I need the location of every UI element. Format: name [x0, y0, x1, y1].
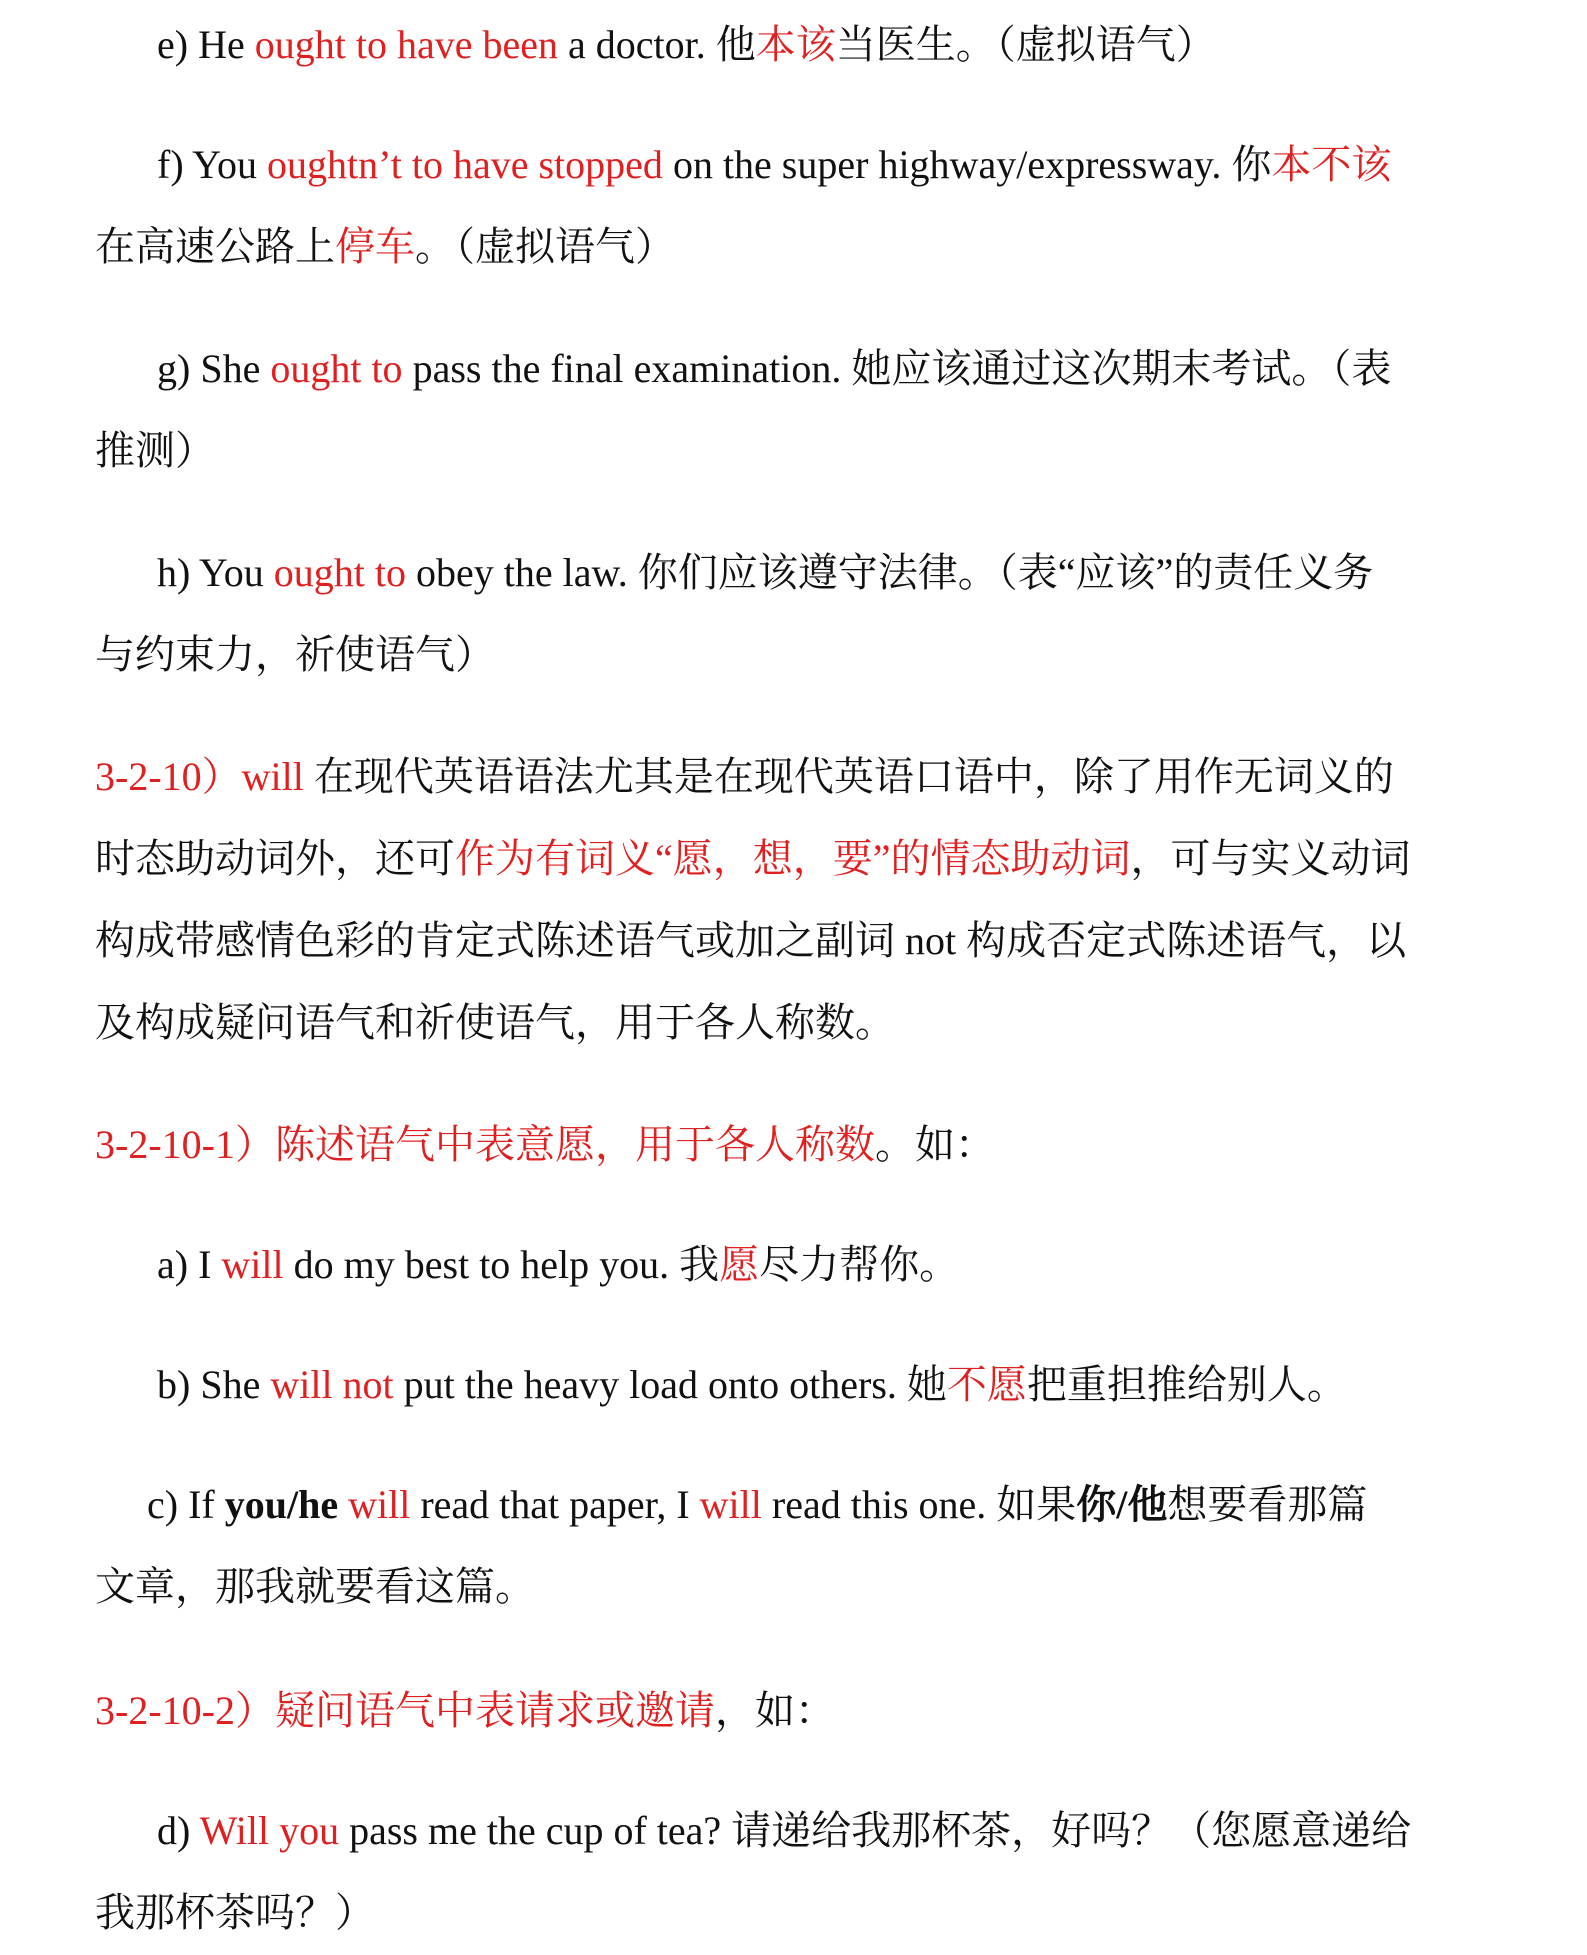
text-segment: 。如：: [874, 1122, 995, 1167]
section-3-2-10-2-line-1: [95, 1670, 1495, 1752]
section-3-2-10-line-4: [95, 982, 1495, 1064]
text-segment: 推测）: [95, 428, 215, 473]
highlight-text: 不愿: [946, 1362, 1027, 1407]
text-segment: 与约束力，祈使语气）: [95, 632, 495, 677]
section-3-2-10-line-3: [95, 900, 1495, 982]
highlight-text: 愿: [719, 1242, 760, 1287]
example-e: [95, 4, 1495, 86]
example-e-line-1: [95, 4, 1495, 86]
text-segment: do my best to help you. 我: [283, 1242, 720, 1287]
text-segment: d): [157, 1808, 200, 1853]
highlight-text: will: [699, 1482, 762, 1527]
highlight-text: will: [348, 1482, 411, 1527]
text-segment: a) I: [157, 1242, 222, 1287]
text-segment: read that paper, I: [410, 1482, 700, 1527]
text-segment: ，可与实义动词: [1130, 836, 1411, 881]
text-segment: 把重担推给别人。: [1026, 1362, 1347, 1407]
example-c-line-1: [95, 1464, 1495, 1546]
example-b-line-1: [95, 1344, 1495, 1426]
highlight-text: 本该: [755, 22, 836, 67]
text-segment: 在现代英语语法尤其是在现代英语口语中，除了用作无词义的: [303, 754, 1394, 799]
text-segment: f) You: [157, 142, 268, 187]
text-segment: 。（虚拟语气）: [415, 224, 675, 269]
example-a-line-1: [95, 1224, 1495, 1306]
example-f-line-1: [95, 124, 1495, 206]
text-segment: e) He: [157, 22, 255, 67]
highlight-text: ought to have been: [254, 22, 558, 67]
text-segment: 想要看那篇: [1167, 1482, 1368, 1527]
text-segment: pass the final examination. 她应该通过这次期末考试。（表: [402, 346, 1392, 391]
text-segment: a doctor. 他: [557, 22, 756, 67]
text-segment: 构成带感情色彩的肯定式陈述语气或加之副词 not 构成否定式陈述语气，以: [95, 918, 1407, 963]
text-segment: put the heavy load onto others. 她: [393, 1362, 947, 1407]
example-g-line-1: [95, 328, 1495, 410]
highlight-text: 作为有词义“愿，想，要”的情态助动词: [455, 836, 1131, 881]
text-segment: 时态助动词外，还可: [95, 836, 455, 881]
example-d-line-1: [95, 1790, 1495, 1872]
example-g-line-2: [33, 410, 1495, 492]
example-d-line-2: [33, 1872, 1495, 1954]
section-heading: 3-2-10-1）陈述语气中表意愿，用于各人称数: [95, 1122, 875, 1167]
text-segment: c) If: [147, 1482, 225, 1527]
example-c-line-2: [43, 1546, 1495, 1628]
example-a: [95, 1224, 1495, 1306]
text-segment: obey the law. 你们应该遵守法律。（表“应该”的责任义务: [405, 550, 1374, 595]
text-segment: 尽力帮你。: [759, 1242, 960, 1287]
section-3-2-10-line-2: [95, 818, 1495, 900]
text-segment: b) She: [157, 1362, 271, 1407]
text-segment: 文章，那我就要看这篇。: [95, 1564, 535, 1609]
example-h-line-2: [33, 614, 1495, 696]
text-segment: [338, 1482, 348, 1527]
highlight-text: ought to: [270, 346, 403, 391]
text-segment: 及构成疑问语气和祈使语气，用于各人称数。: [95, 1000, 895, 1045]
example-h: [95, 532, 1495, 696]
highlight-text: Will you: [199, 1808, 340, 1853]
bold-text: 你/他: [1076, 1482, 1168, 1527]
section-3-2-10-1-line-1: [95, 1104, 1495, 1186]
text-segment: read this one. 如果: [761, 1482, 1077, 1527]
section-heading: 3-2-10）will: [95, 754, 304, 799]
example-f: [95, 124, 1495, 288]
highlight-text: will not: [270, 1362, 394, 1407]
text-segment: ，如：: [714, 1688, 835, 1733]
section-3-2-10-1: [95, 1104, 1495, 1186]
highlight-text: 本不该: [1271, 142, 1392, 187]
example-g: [95, 328, 1495, 492]
text-segment: on the super highway/expressway. 你: [662, 142, 1272, 187]
example-c: [95, 1464, 1495, 1628]
example-f-line-2: [33, 206, 1495, 288]
highlight-text: will: [221, 1242, 284, 1287]
highlight-text: ought to: [273, 550, 406, 595]
section-3-2-10-line-1: [95, 736, 1495, 818]
bold-text: you/he: [224, 1482, 339, 1527]
highlight-text: oughtn’t to have stopped: [267, 142, 663, 187]
text-segment: pass me the cup of tea? 请递给我那杯茶，好吗？（您愿意递给: [339, 1808, 1412, 1853]
example-h-line-1: [95, 532, 1495, 614]
text-segment: g) She: [157, 346, 271, 391]
example-b: [95, 1344, 1495, 1426]
section-3-2-10-2: [95, 1670, 1495, 1752]
highlight-text: 停车: [335, 224, 415, 269]
section-3-2-10: [95, 736, 1495, 1064]
text-segment: 我那杯茶吗？）: [95, 1890, 375, 1935]
text-segment: h) You: [157, 550, 274, 595]
section-heading: 3-2-10-2）疑问语气中表请求或邀请: [95, 1688, 715, 1733]
text-segment: 在高速公路上: [95, 224, 335, 269]
example-d: [95, 1790, 1495, 1954]
text-segment: 当医生。（虚拟语气）: [835, 22, 1216, 67]
